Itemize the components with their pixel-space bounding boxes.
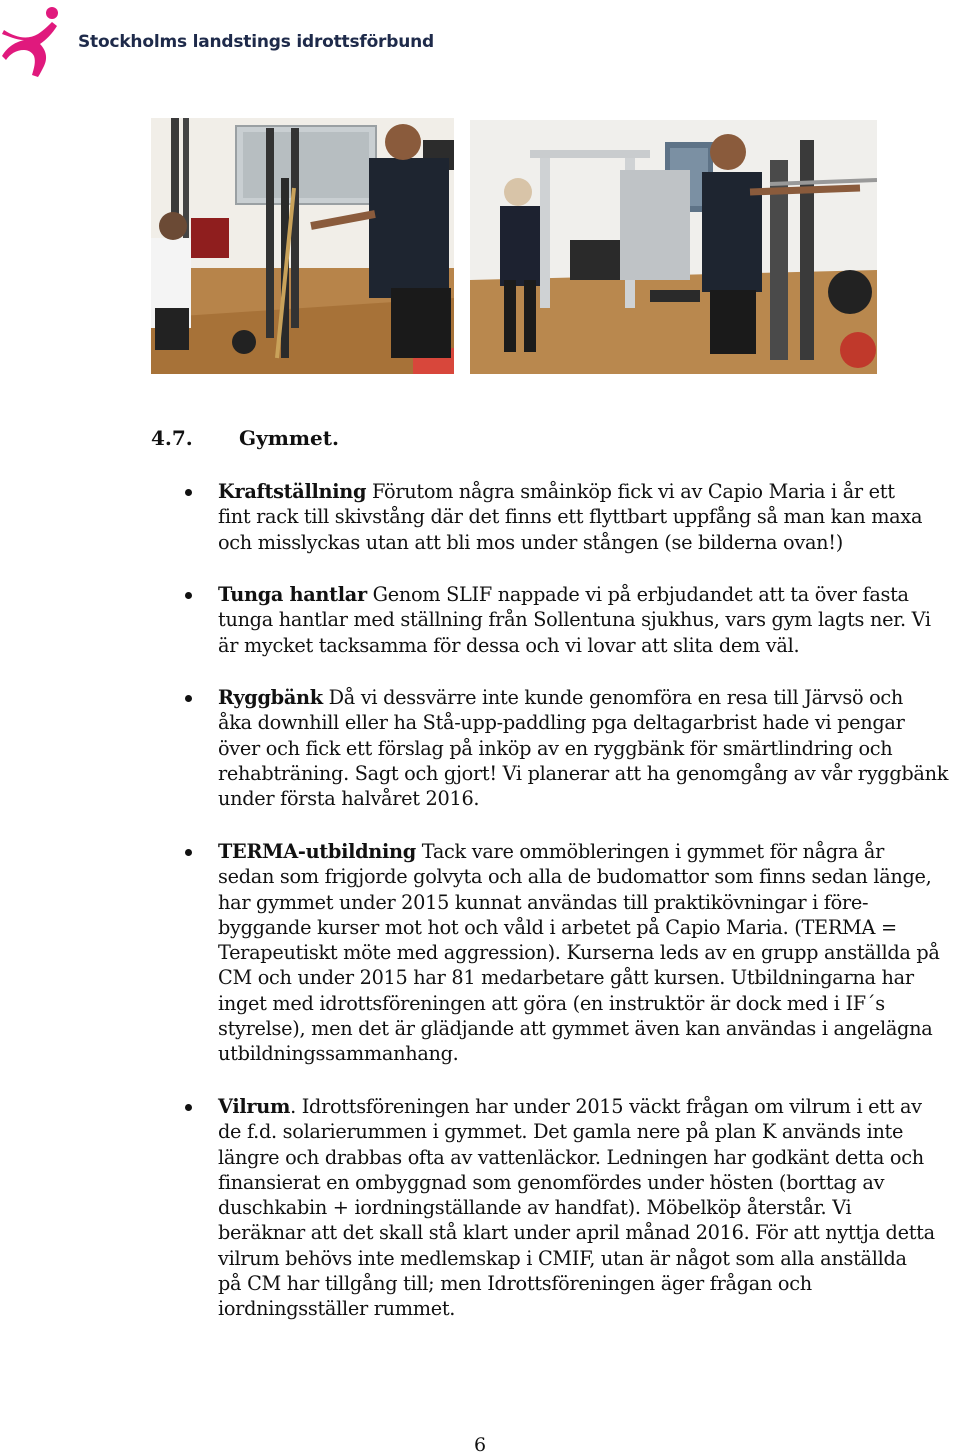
item-text-line: är mycket tacksamma för dessa och vi lovar att slita dem väl. xyxy=(218,633,800,657)
item-text-line: Terapeutiskt möte med aggression). Kurserna leds av en grupp anställda på xyxy=(218,941,940,965)
gym-photo-squat-rack xyxy=(151,118,454,374)
list-item xyxy=(218,1094,960,1322)
item-text-line: längre och drabbas ofta av vattenläckor. Ledningen har godkänt detta och xyxy=(218,1145,924,1169)
item-text-line: iordningsställer rummet. xyxy=(218,1297,456,1321)
item-text-line: beräknar att det skall stå klart under april månad 2016. För att nyttja detta xyxy=(218,1221,935,1245)
item-title: Kraftställning xyxy=(218,480,367,503)
item-text-line: på CM har tillgång till; men Idrottsföreningen äger frågan och xyxy=(218,1272,812,1296)
item-text-line: under första halvåret 2016. xyxy=(218,787,480,811)
athlete-figure-icon xyxy=(2,4,66,78)
gym-photo-equipment-room xyxy=(470,120,877,374)
item-text-line: Förutom några småinköp fick vi av Capio Maria i år ett xyxy=(366,480,895,503)
item-title: Vilrum xyxy=(218,1095,291,1118)
page-header xyxy=(0,0,960,90)
item-text-line: inget med idrottsföreningen att göra (en instruktör är dock med i IF´s xyxy=(218,991,885,1015)
item-text-line: finansierat en ombyggnad som genomfördes under hösten (borttag av xyxy=(218,1170,885,1194)
section-heading xyxy=(151,426,339,450)
list-item xyxy=(218,839,960,1067)
bullet-icon xyxy=(185,592,192,599)
item-text-line: Då vi dessvärre inte kunde genomföra en resa till Järvsö och xyxy=(322,686,904,709)
item-title: TERMA-utbildning xyxy=(218,840,416,863)
bullet-icon xyxy=(185,1104,192,1111)
list-item xyxy=(218,582,960,658)
item-text-line: de f.d. solarierummen i gymmet. Det gamla nere på plan K används inte xyxy=(218,1120,904,1144)
item-title: Ryggbänk xyxy=(218,686,323,709)
item-text-line: rehabträning. Sagt och gjort! Vi planerar att ha genomgång av vår ryggbänk xyxy=(218,761,949,785)
item-text-line: vilrum behövs inte medlemskap i CMIF, utan är något som alla anställda xyxy=(218,1246,907,1270)
item-text-line: styrelse), men det är glädjande att gymmet även kan användas i angelägna xyxy=(218,1017,933,1041)
item-text-line: fint rack till skivstång där det finns ett flyttbart uppfång så man kan maxa xyxy=(218,505,923,529)
item-text-line: CM och under 2015 har 81 medarbetare gått kursen. Utbildningarna har xyxy=(218,966,914,990)
bullet-icon xyxy=(185,695,192,702)
bullet-icon xyxy=(185,849,192,856)
page-number: 6 xyxy=(473,1434,487,1456)
bullet-icon xyxy=(185,489,192,496)
organization-name: Stockholms landstings idrottsförbund xyxy=(78,32,434,52)
section-title: Gymmet. xyxy=(239,426,339,450)
section-number: 4.7. xyxy=(151,426,193,450)
item-text-line: över och fick ett förslag på inköp av en ryggbänk för smärtlindring och xyxy=(218,736,893,760)
item-text-line: har gymmet under 2015 kunnat användas till praktikövningar i före- xyxy=(218,890,869,914)
list-item xyxy=(218,479,960,555)
item-text-line: och misslyckas utan att bli mos under stången (se bilderna ovan!) xyxy=(218,530,843,554)
item-text-line: duschkabin + iordningställande av handfat). Möbelköp återstår. Vi xyxy=(218,1196,852,1220)
list-item xyxy=(218,685,960,811)
item-text-line: Tack vare ommöbleringen i gymmet för några år xyxy=(415,840,885,863)
item-text-line: sedan som frigjorde golvyta och alla de budomattor som finns sedan länge, xyxy=(218,865,932,889)
item-text-line: byggande kurser mot hot och våld i arbetet på Capio Maria. (TERMA = xyxy=(218,915,897,939)
item-text-line: Genom SLIF nappade vi på erbjudandet att ta över fasta xyxy=(366,583,909,606)
item-text-line: åka downhill eller ha Stå-upp-paddling pga deltagarbrist hade vi pengar xyxy=(218,711,905,735)
item-text-line: utbildningssammanhang. xyxy=(218,1042,459,1066)
item-text-line: tunga hantlar med ställning från Sollentuna sjukhus, vars gym lagts ner. Vi xyxy=(218,608,931,632)
item-text-line: . Idrottsföreningen har under 2015 väckt frågan om vilrum i ett av xyxy=(290,1095,922,1118)
item-title: Tunga hantlar xyxy=(218,583,367,606)
